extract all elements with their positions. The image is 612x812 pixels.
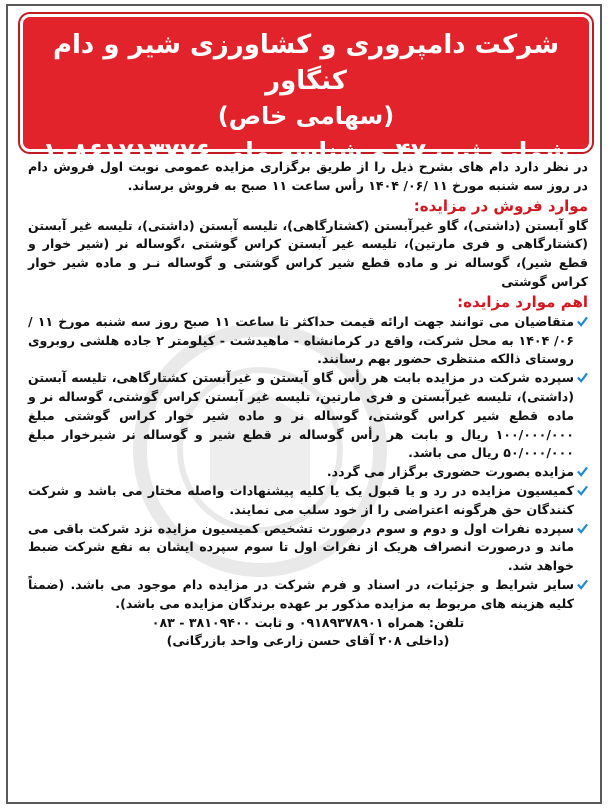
note-item (28, 482, 588, 520)
registration-id: شماره ثبت ۴۷ و شناسه ملی ۱۰۸۶۱۷۱۳۷۷۶ (42, 137, 570, 166)
note-text: کمیسیون مزایده در رد و یا قبول یک یا کلیه پیشنهادات واصله مختار می باشد و شرکت کنندگان حق هرگونه اعتراضی را از خود سلب می نمایند. (28, 482, 574, 517)
checkmark-icon (577, 316, 588, 327)
note-text: مزایده بصورت حضوری برگزار می گردد. (326, 464, 574, 480)
note-item (28, 520, 588, 576)
note-item (28, 369, 588, 463)
intro-paragraph: در نظر دارد دام های بشرح ذیل را از طریق برگزاری مزایده عمومی نوبت اول فروش دام در روز سه شنبه مورخ ۱۱ /۰۶/ ۱۴۰۴ رأس ساعت ۱۱ صبح به فروش برساند. (28, 159, 588, 193)
checkmark-icon (577, 466, 588, 477)
notes-heading: اهم موارد مزایده: (457, 292, 588, 311)
note-item (28, 463, 588, 482)
contact-person: (داخلی ۲۰۸ آقای حسن زارعی واحد بازرگانی) (166, 633, 450, 649)
note-item (28, 576, 588, 614)
note-item (28, 313, 588, 369)
company-name: شرکت دامپروری و کشاورزی شیر و دام کنگاور (52, 30, 560, 96)
checkmark-icon (577, 372, 588, 383)
note-text: سپرده شرکت در مزایده بابت هر رأس گاو آبستن و غیرآبستن کشتارگاهی، تلیسه آبستن (داشتی)، تلیسه غیرآبستن و فری مارتین، تلیسه غیر آبستن کراس گوشتی، گوساله نر و ماده قطع شیر کراس گوشتی، گوساله نر و ماده شیر خوار کراس گوشتی مبلغ ۱۰۰/۰۰۰/۰۰۰ ریال و بابت هر رأس گوساله نر قطع شیر و گوساله نر شیرخوار مبلغ ۵۰/۰۰۰/۰۰۰ ریال می باشد. (28, 370, 574, 461)
items-heading: موارد فروش در مزایده: (413, 196, 588, 215)
checkmark-icon (577, 579, 588, 590)
company-type: (سهامی خاص) (217, 102, 395, 130)
company-header (20, 14, 592, 166)
contact-phone: تلفن: همراه ۰۹۱۸۹۳۷۸۹۰۱ و ثابت ۳۸۱۰۹۴۰۰ - ۰۸۳ (151, 614, 465, 630)
note-text: متقاضیان می توانند جهت ارائه قیمت حداکثر تا ساعت ۱۱ صبح روز سه شنبه مورخ ۱۱ /۰۶/ ۱۴۰۴ به محل شرکت، واقع در کرمانشاه - ماهیدشت - کیلومتر ۲ جاده هلشی روبروی روستای ذالکه منتظری حضور بهم رسانند. (28, 313, 574, 367)
checkmark-icon (577, 485, 588, 496)
items-paragraph: گاو آبستن (داشتی)، گاو غیرآبستن (کشتارگاهی)، تلیسه آبستن (داشتی)، تلیسه غیر آبستن (کشتارگاهی و فری مارتین)، تلیسه غیر آبستن کراس گوشتی ،گوساله نر (شیر خوار و قطع شیر)، گوساله نر و ماده قطع شیر کراس گوشتی و گوساله نـر و ماده شیر خوار کراس گوشتی (28, 217, 588, 289)
note-text: سپرده نفرات اول و دوم و سوم درصورت تشخیص کمیسیون مزایده نزد شرکت باقی می ماند و درصورت انصراف هریک از نفرات اول تا سوم سپرده ایشان به نفع شرکت ضبط خواهد شد. (28, 520, 574, 574)
checkmark-icon (577, 523, 588, 534)
ad-body (28, 158, 588, 798)
note-text: سایر شرایط و جزئیات، در اسناد و فرم شرکت در مزایده دام موجود می باشد. (ضمناً کلیه هزینه های مربوط به مزایده مذکور بر عهده برندگان مزایده می باشد). (28, 576, 574, 611)
